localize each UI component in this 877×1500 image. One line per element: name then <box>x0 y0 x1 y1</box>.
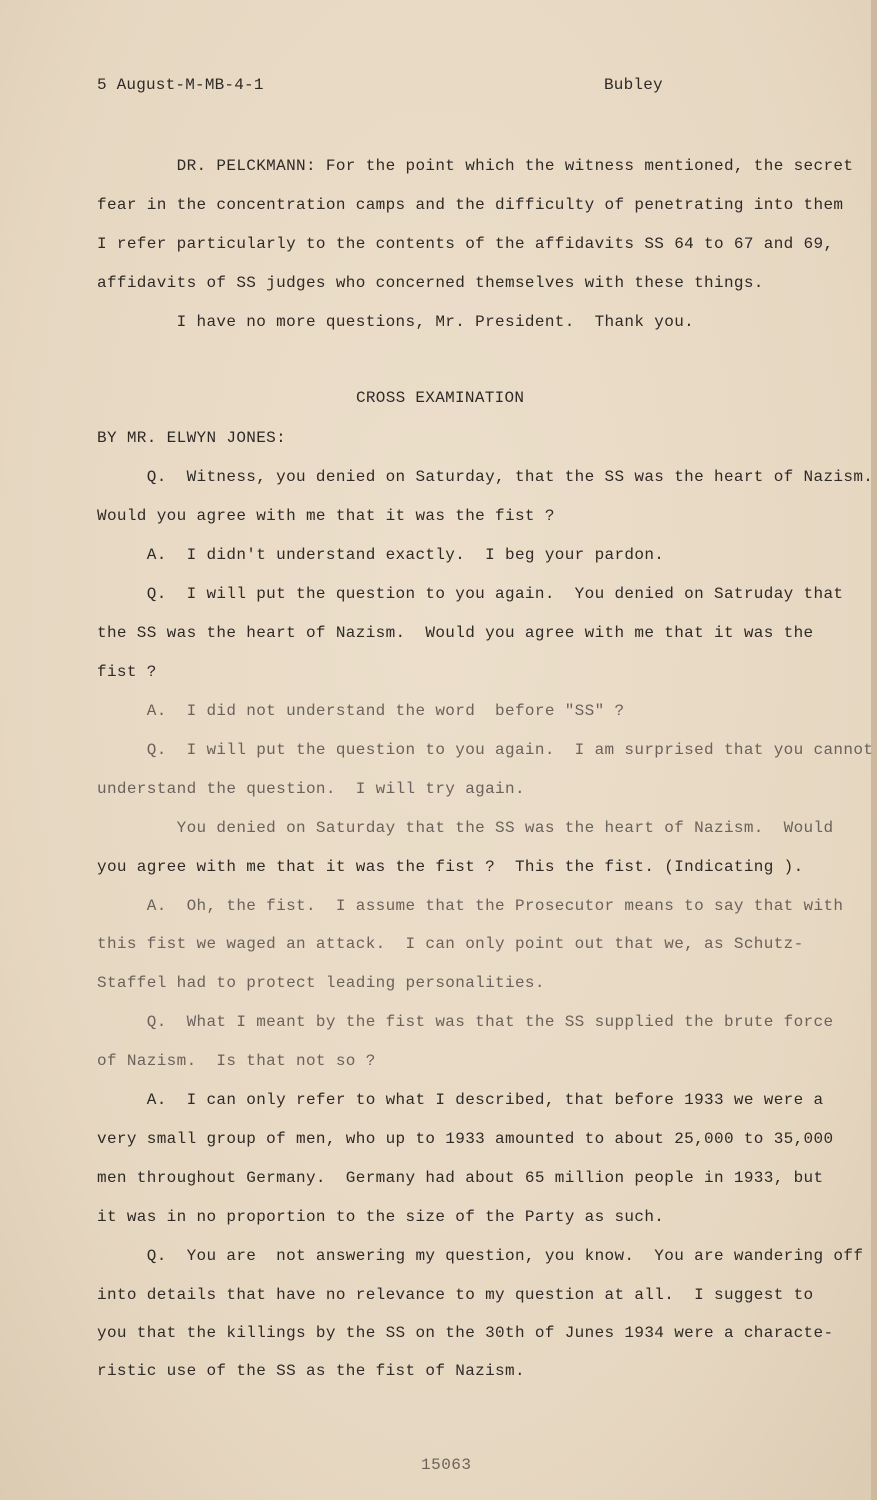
text-line: Q. What I meant by the fist was that the SS supplied the brute force <box>97 1013 834 1031</box>
text-line: Q. I will put the question to you again. You denied on Satruday that <box>97 585 844 603</box>
text-line: Staffel had to protect leading personalities. <box>97 974 545 992</box>
section-heading: CROSS EXAMINATION <box>356 389 525 407</box>
text-line: Q. Witness, you denied on Saturday, that the SS was the heart of Nazism. <box>97 468 874 486</box>
text-line: A. I did not understand the word before "SS" ? <box>97 702 625 720</box>
text-line: this fist we waged an attack. I can only point out that we, as Schutz- <box>97 935 804 953</box>
text-line: ristic use of the SS as the fist of Nazism. <box>97 1362 525 1380</box>
text-line: A. I didn't understand exactly. I beg your pardon. <box>97 546 665 564</box>
text-line: I refer particularly to the contents of the affidavits SS 64 to 67 and 69, <box>97 235 834 253</box>
text-line: understand the question. I will try again. <box>97 780 525 798</box>
text-line: You denied on Saturday that the SS was the heart of Nazism. Would <box>97 819 834 837</box>
text-line: Q. I will put the question to you again. I am surprised that you cannot <box>97 741 874 759</box>
text-line: men throughout Germany. Germany had about 65 million people in 1933, but <box>97 1169 824 1187</box>
text-line: A. Oh, the fist. I assume that the Prosecutor means to say that with <box>97 897 844 915</box>
text-line: Q. You are not answering my question, you know. You are wandering off <box>97 1247 864 1265</box>
text-line: very small group of men, who up to 1933 amounted to about 25,000 to 35,000 <box>97 1130 834 1148</box>
text-line: fist ? <box>97 663 157 681</box>
text-line: the SS was the heart of Nazism. Would you agree with me that it was the <box>97 624 814 642</box>
text-line: into details that have no relevance to my question at all. I suggest to <box>97 1286 814 1304</box>
text-line: A. I can only refer to what I described, that before 1933 we were a <box>97 1091 824 1109</box>
page-number: 15063 <box>421 1456 472 1474</box>
text-line: you agree with me that it was the fist ? This the fist. (Indicating ). <box>97 858 804 876</box>
text-line: it was in no proportion to the size of the Party as such. <box>97 1208 665 1226</box>
text-line: DR. PELCKMANN: For the point which the witness mentioned, the secret <box>97 157 854 175</box>
text-line: of Nazism. Is that not so ? <box>97 1052 376 1070</box>
text-line: I have no more questions, Mr. President. Thank you. <box>97 313 695 331</box>
text-line: BY MR. ELWYN JONES: <box>97 429 287 447</box>
text-line: Would you agree with me that it was the fist ? <box>97 507 555 525</box>
text-line: fear in the concentration camps and the difficulty of penetrating into them <box>97 196 844 214</box>
header-reporter: Bubley <box>604 76 663 94</box>
header-reference: 5 August-M-MB-4-1 <box>97 76 264 94</box>
text-line: you that the killings by the SS on the 30th of Junes 1934 were a characte- <box>97 1324 834 1342</box>
text-line: affidavits of SS judges who concerned themselves with these things. <box>97 274 764 292</box>
